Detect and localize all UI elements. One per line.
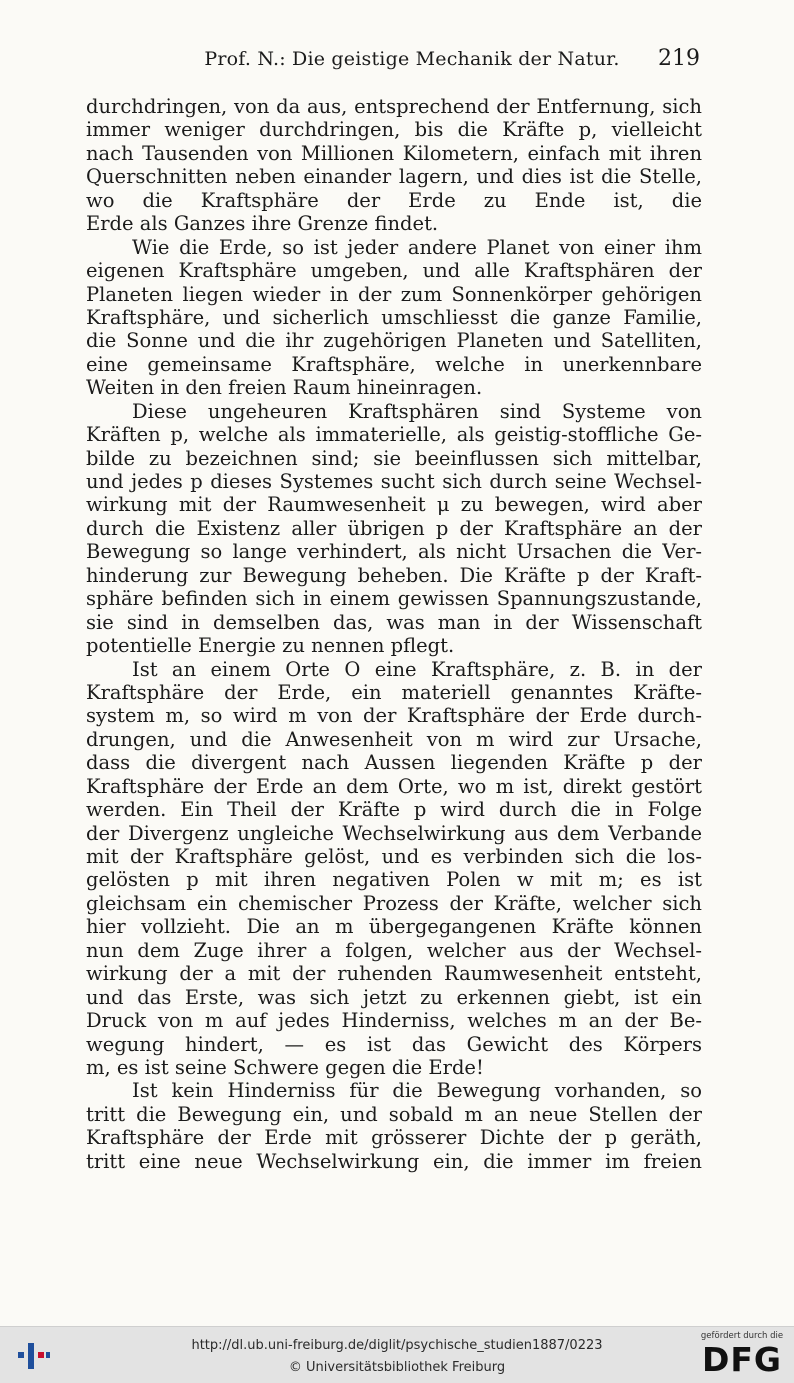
text-line: durchdringen, von da aus, entsprechend der Entfernung, sich <box>86 95 702 118</box>
running-head-title: Prof. N.: Die geistige Mechanik der Natur. <box>204 48 620 70</box>
body-text <box>86 95 702 1173</box>
digitization-url[interactable]: http://dl.ub.uni-freiburg.de/diglit/psychische_studien1887/0223 <box>191 1338 603 1353</box>
text-line: tritt eine neue Wechselwirkung ein, die immer im freien <box>86 1149 702 1173</box>
text-line: gelösten p mit ihren negativen Polen w mit m; es ist <box>86 868 702 892</box>
text-line: gleichsam ein chemischer Prozess der Kräfte, welcher sich <box>86 891 702 915</box>
text-line: wo die Kraftsphäre der Erde zu Ende ist, die <box>86 188 702 212</box>
text-line: werden. Ein Theil der Kräfte p wird durch die in Folge <box>86 798 702 822</box>
text-line: hier vollzieht. Die an m übergegangenen Kräfte können <box>86 915 702 939</box>
text-line: tritt die Bewegung ein, und sobald m an neue Stellen der <box>86 1102 702 1126</box>
text-line: drungen, und die Anwesenheit von m wird zur Ursache, <box>86 727 702 751</box>
text-line: Ist kein Hinderniss für die Bewegung vorhanden, so <box>132 1079 702 1103</box>
text-line: m, es ist seine Schwere gegen die Erde! <box>86 1055 484 1079</box>
text-line: nun dem Zuge ihrer a folgen, welcher aus der Wechsel- <box>86 938 702 962</box>
text-line: Kraftsphäre der Erde, ein materiell genanntes Kräfte- <box>86 680 702 704</box>
dfg-sponsor-logo <box>698 1331 786 1381</box>
text-line: Planeten liegen wieder in der zum Sonnenkörper gehörigen <box>86 282 702 306</box>
dfg-sponsor-caption: gefördert durch die <box>700 1331 784 1341</box>
text-line: dass die divergent nach Aussen liegenden Kräfte p der <box>86 751 702 775</box>
text-line: eine gemeinsame Kraftsphäre, welche in unerkennbare <box>86 352 702 376</box>
text-line: mit der Kraftsphäre gelöst, und es verbinden sich die los- <box>86 845 702 868</box>
text-line: Wie die Erde, so ist jeder andere Planet von einer ihm <box>132 235 702 259</box>
text-line: und das Erste, was sich jetzt zu erkennen giebt, ist ein <box>86 985 702 1009</box>
text-line: Weiten in den freien Raum hineinragen. <box>86 376 483 400</box>
text-line: potentielle Energie zu nennen pflegt. <box>86 634 455 658</box>
text-line: wirkung mit der Raumwesenheit μ zu bewegen, wird aber <box>86 493 702 517</box>
text-line: Kraftsphäre, und sicherlich umschliesst die ganze Familie, <box>86 305 702 329</box>
text-line: system m, so wird m von der Kraftsphäre der Erde durch- <box>86 704 702 728</box>
text-line: und jedes p dieses Systemes sucht sich durch seine Wechsel- <box>86 470 702 493</box>
text-line: Erde als Ganzes ihre Grenze findet. <box>86 212 439 236</box>
text-line: Querschnitten neben einander lagern, und dies ist die Stelle, <box>86 165 702 189</box>
text-line: durch die Existenz aller übrigen p der Kraftsphäre an der <box>86 516 702 540</box>
text-line: immer weniger durchdringen, bis die Kräfte p, vielleicht <box>86 118 702 142</box>
footer-bar <box>0 1326 794 1383</box>
text-line: die Sonne und die ihr zugehörigen Planeten und Satelliten, <box>86 329 702 353</box>
text-line: wirkung der a mit der ruhenden Raumwesenheit entsteht, <box>86 962 702 986</box>
running-head <box>88 46 700 78</box>
text-line: wegung hindert, — es ist das Gewicht des Körpers <box>86 1032 702 1056</box>
text-line: Kraftsphäre der Erde mit grösserer Dichte der p geräth, <box>86 1126 702 1150</box>
text-line: hinderung zur Bewegung beheben. Die Kräfte p der Kraft- <box>86 563 702 587</box>
text-line: nach Tausenden von Millionen Kilometern, einfach mit ihren <box>86 141 702 165</box>
text-line: bilde zu bezeichnen sind; sie beeinflussen sich mittelbar, <box>86 446 702 470</box>
text-line: Kraftsphäre der Erde an dem Orte, wo m ist, direkt gestört <box>86 774 702 798</box>
text-line: Diese ungeheuren Kraftsphären sind Systeme von <box>132 399 702 423</box>
page-number: 219 <box>658 46 700 71</box>
text-line: der Divergenz ungleiche Wechselwirkung aus dem Verbande <box>86 821 702 845</box>
text-line: sphäre befinden sich in einem gewissen Spannungszustande, <box>86 587 702 611</box>
text-line: Druck von m auf jedes Hinderniss, welches m an der Be- <box>86 1009 702 1033</box>
text-line: sie sind in demselben das, was man in der Wissenschaft <box>86 610 702 634</box>
text-line: Bewegung so lange verhindert, als nicht Ursachen die Ver- <box>86 540 702 564</box>
dfg-logo-text: DFG <box>701 1340 783 1379</box>
text-line: eigenen Kraftsphäre umgeben, und alle Kraftsphären der <box>86 259 702 283</box>
text-line: Ist an einem Orte O eine Kraftsphäre, z. B. in der <box>132 657 702 681</box>
copyright-notice: © Universitätsbibliothek Freiburg <box>288 1360 506 1375</box>
text-line: Kräften p, welche als immaterielle, als geistig-stoffliche Ge- <box>86 423 702 447</box>
